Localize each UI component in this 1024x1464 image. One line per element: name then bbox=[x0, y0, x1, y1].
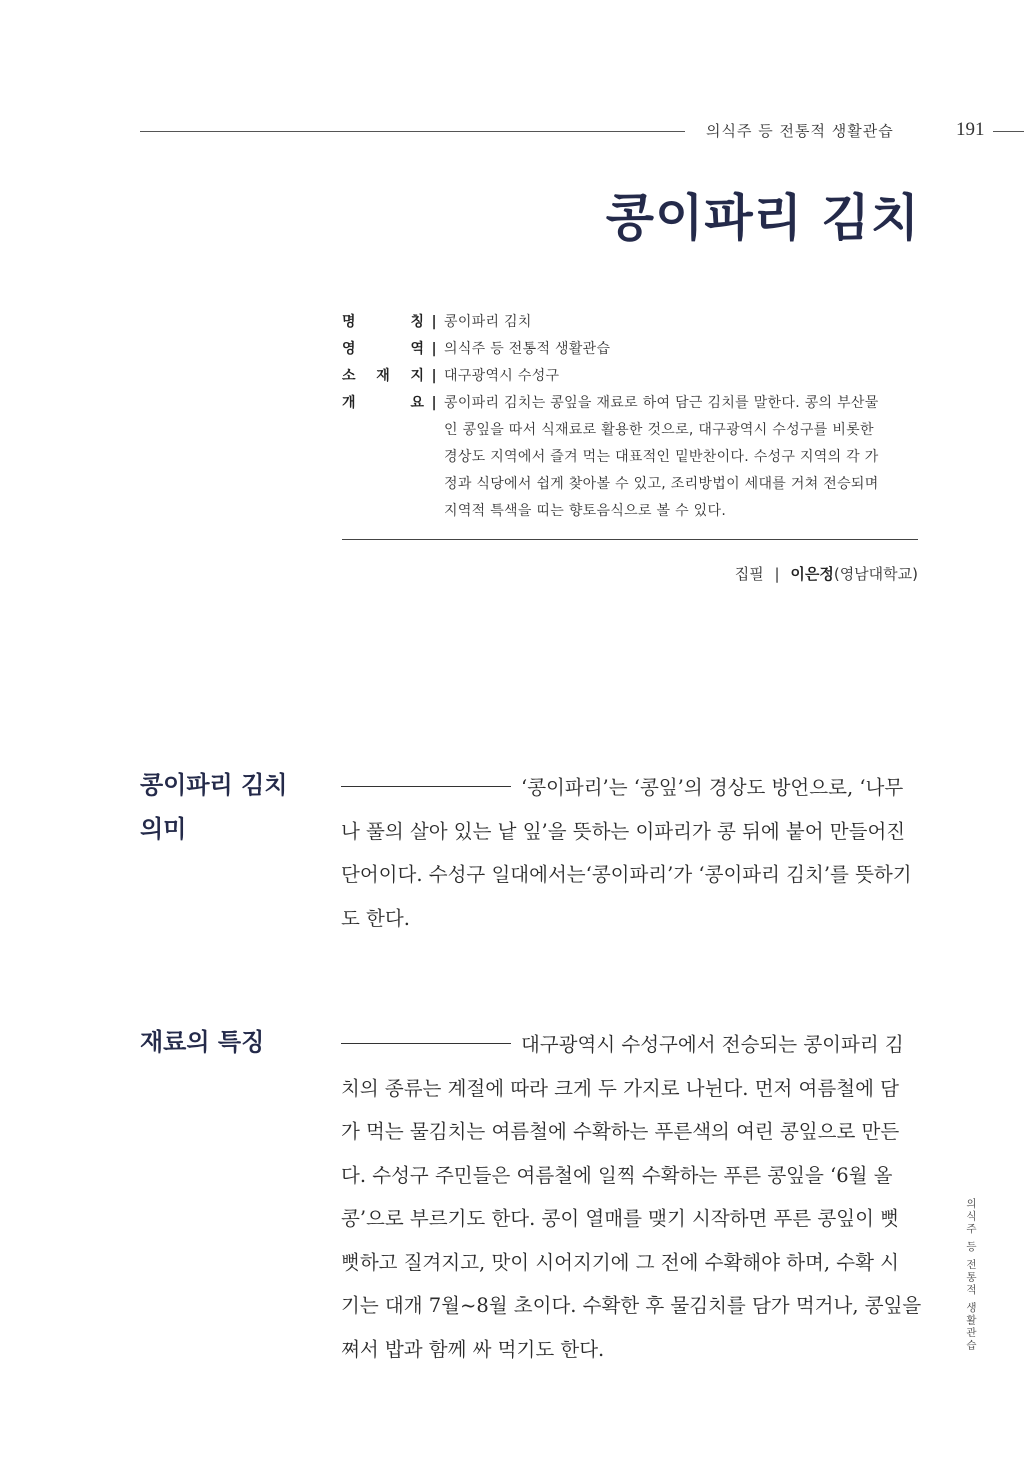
author-label: 집필 bbox=[734, 565, 764, 583]
info-separator: | bbox=[431, 395, 437, 411]
side-chapter-label: 의식주 등 전통적 생활관습 bbox=[965, 1198, 977, 1352]
info-row-location bbox=[342, 363, 918, 390]
author-affiliation: (영남대학교) bbox=[833, 565, 918, 583]
header-rule-right bbox=[993, 131, 1024, 132]
info-label: 소 재 지 bbox=[342, 368, 424, 384]
info-label: 영 역 bbox=[342, 341, 424, 357]
section-body-meaning: ‘콩이파리’는 ‘콩잎’의 경상도 방언으로, ‘나무 나 풀의 살아 있는 낱 잎’을 뜻하는 이파리가 콩 뒤에 붙어 만들어진 단어이다. 수성구 일대에서는‘콩이파리’가 ‘콩이파리 김치’를 뜻하기 도 한다. bbox=[341, 776, 912, 930]
info-value: 의식주 등 전통적 생활관습 bbox=[444, 341, 611, 357]
info-separator: | bbox=[431, 341, 437, 357]
info-row-domain bbox=[342, 336, 918, 363]
info-row-overview bbox=[342, 390, 918, 525]
info-value: 콩이파리 김치는 콩잎을 재료로 하여 담근 김치를 말한다. 콩의 부산물 인 콩잎을 따서 식재료로 활용한 것으로, 대구광역시 수성구를 비롯한 경상도 지역에서 즐겨 먹는 대표적인 밑반찬이다. 수성구 지역의 각 가 정과 식당에서 쉽게 찾아볼 수 있고, 조리방법이 세대를 거쳐 전승되며 지역적 특색을 띠는 향토음식으로 볼 수 있다. bbox=[444, 395, 879, 519]
info-label: 명 칭 bbox=[342, 314, 424, 330]
author-separator: | bbox=[774, 565, 780, 583]
info-label: 개 요 bbox=[342, 395, 424, 411]
info-value: 대구광역시 수성구 bbox=[444, 368, 560, 384]
section-heading-ingredients: 재료의 특징 bbox=[140, 1027, 265, 1056]
info-value: 콩이파리 김치 bbox=[444, 314, 532, 330]
page-title: 콩이파리 김치 bbox=[605, 188, 920, 247]
section-heading-meaning: 콩이파리 김치 의미 bbox=[140, 770, 288, 843]
header-rule-left bbox=[140, 131, 685, 132]
info-separator: | bbox=[431, 314, 437, 330]
info-divider bbox=[342, 539, 918, 540]
section-body-ingredients: 대구광역시 수성구에서 전승되는 콩이파리 김 치의 종류는 계절에 따라 크게 두 가지로 나뉜다. 먼저 여름철에 담 가 먹는 물김치는 여름철에 수확하는 푸른색의 여린 콩잎으로 만든 다. 수성구 주민들은 여름철에 일찍 수확하는 푸른 콩잎을 ‘6월 올 콩’으로 부르기도 한다. 콩이 열매를 맺기 시작하면 푸른 콩잎이 뻣 뻣하고 질겨지고, 맛이 시어지기에 그 전에 수확해야 하며, 수확 시 기는 대개 7월~8월 초이다. 수확한 후 물김치를 담가 먹거나, 콩잎을 쪄서 밥과 함께 싸 먹기도 한다. bbox=[341, 1033, 922, 1361]
lead-rule bbox=[341, 786, 511, 787]
info-row-name bbox=[342, 309, 918, 336]
info-separator: | bbox=[431, 368, 437, 384]
author-name: 이은정 bbox=[790, 565, 834, 583]
running-header-title: 의식주 등 전통적 생활관습 bbox=[706, 122, 894, 140]
lead-rule bbox=[341, 1043, 511, 1044]
author-credit bbox=[735, 563, 918, 584]
page-number: 191 bbox=[956, 119, 985, 140]
info-table bbox=[342, 309, 918, 525]
